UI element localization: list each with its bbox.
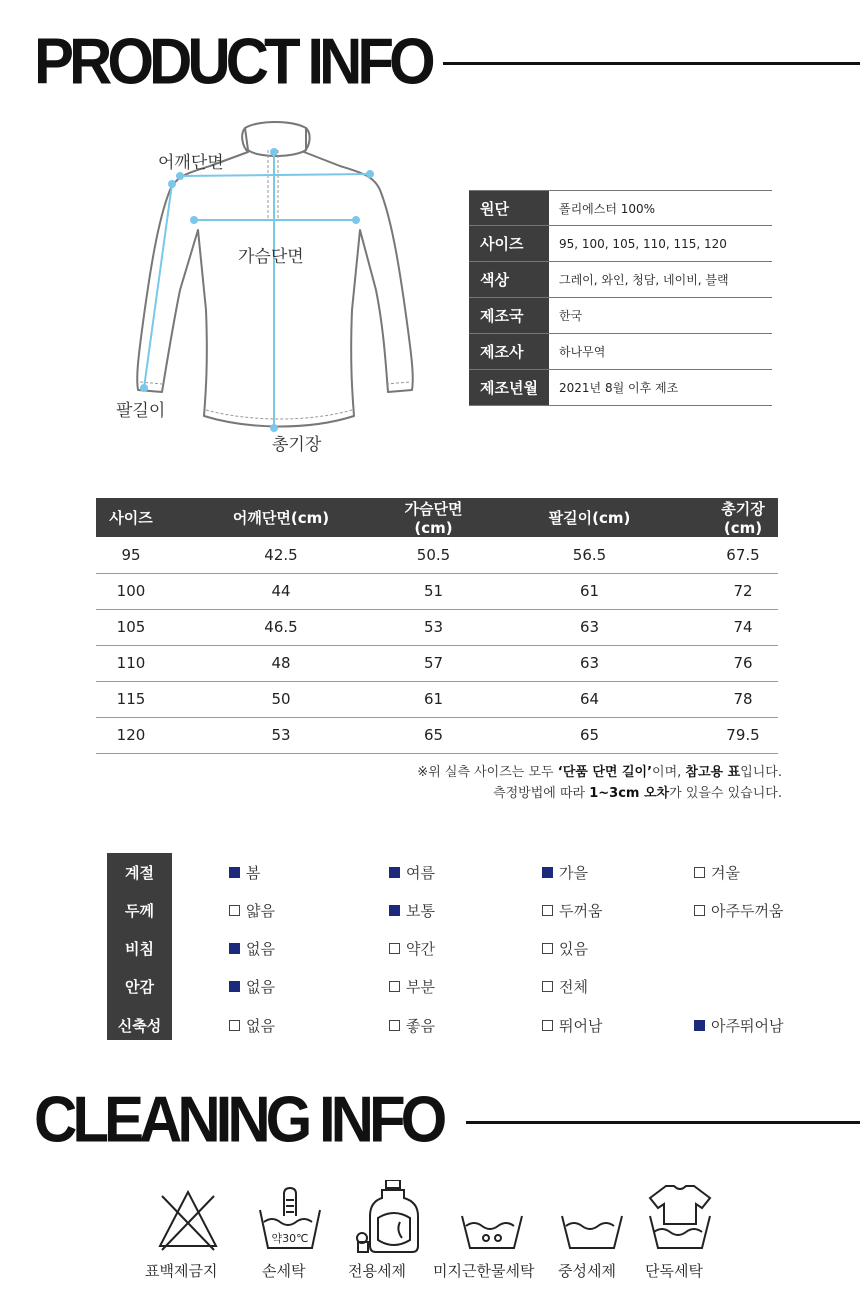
care-label: 중성세제 <box>558 1262 616 1280</box>
unchecked-box-icon <box>542 943 553 954</box>
table-cell: 56.5 <box>471 537 708 573</box>
table-cell: 63 <box>471 609 708 645</box>
table-cell: 95 <box>96 537 166 573</box>
col-header-size: 사이즈 <box>96 498 166 537</box>
attribute-option-label: 없음 <box>246 978 275 997</box>
unchecked-box-icon <box>694 867 705 878</box>
attribute-option <box>229 853 261 891</box>
table-row <box>96 717 778 753</box>
attribute-option-label: 두꺼움 <box>559 901 603 920</box>
detergent-bottle-icon <box>337 1180 447 1254</box>
table-cell: 61 <box>396 681 471 717</box>
table-cell: 65 <box>471 717 708 753</box>
cleaning-info-heading: CLEANING INFO <box>34 1083 443 1156</box>
attribute-option <box>542 853 588 891</box>
attribute-label: 두께 <box>125 901 154 920</box>
attribute-option <box>694 853 740 891</box>
spec-key: 제조사 <box>469 334 549 369</box>
attribute-option <box>389 853 435 891</box>
note-emphasis: 참고용 표 <box>685 765 741 780</box>
attribute-option <box>389 930 435 968</box>
spec-row <box>469 298 772 334</box>
checked-box-icon <box>229 981 240 992</box>
hand-wash-icon <box>235 1180 345 1254</box>
spec-key: 색상 <box>469 262 549 297</box>
checked-box-icon <box>229 943 240 954</box>
col-header-length: 총기장(cm) <box>708 498 778 537</box>
note-emphasis: ‘단품 단면 길이’ <box>557 765 653 780</box>
unchecked-box-icon <box>389 1020 400 1031</box>
table-cell: 78 <box>708 681 778 717</box>
spec-value: 그레이, 와인, 청담, 네이비, 블랙 <box>559 273 729 287</box>
spec-row <box>469 370 772 406</box>
table-cell: 105 <box>96 609 166 645</box>
attribute-row <box>107 891 807 929</box>
attribute-label: 신축성 <box>117 1016 162 1035</box>
note-emphasis: 1~3cm 오차 <box>589 786 670 801</box>
note-text: 이며, <box>652 765 686 780</box>
attribute-option-label: 부분 <box>406 978 435 997</box>
table-cell: 53 <box>166 717 396 753</box>
table-cell: 63 <box>471 645 708 681</box>
attribute-option <box>542 891 602 929</box>
spec-value: 폴리에스터 100% <box>559 201 656 216</box>
attribute-option-label: 얇음 <box>246 901 275 920</box>
spec-row <box>469 226 772 262</box>
spec-key: 사이즈 <box>469 226 549 261</box>
attribute-option-label: 있음 <box>559 940 588 959</box>
spec-key: 원단 <box>469 191 549 225</box>
attribute-option-label: 아주뛰어남 <box>711 1016 784 1035</box>
unchecked-box-icon <box>542 905 553 916</box>
spec-row <box>469 334 772 370</box>
table-cell: 72 <box>708 573 778 609</box>
table-cell: 53 <box>396 609 471 645</box>
checked-box-icon <box>389 905 400 916</box>
unchecked-box-icon <box>389 981 400 992</box>
attribute-option-label: 좋음 <box>406 1016 435 1035</box>
table-cell: 46.5 <box>166 609 396 645</box>
table-row <box>96 609 778 645</box>
note-text: 가 있을수 있습니다. <box>669 786 782 801</box>
table-row <box>96 681 778 717</box>
unchecked-box-icon <box>389 943 400 954</box>
attribute-option <box>389 1006 435 1044</box>
attribute-option-label: 가을 <box>559 863 588 882</box>
attribute-option <box>694 891 783 929</box>
product-info-heading: PRODUCT INFO <box>34 25 431 98</box>
unchecked-box-icon <box>229 905 240 916</box>
table-cell: 57 <box>396 645 471 681</box>
attribute-option-label: 전체 <box>559 978 588 997</box>
attribute-option-label: 뛰어남 <box>559 1016 603 1035</box>
attribute-option <box>229 968 275 1006</box>
attribute-option-label: 아주두꺼움 <box>711 901 784 920</box>
size-note <box>417 762 782 804</box>
checked-box-icon <box>542 867 553 878</box>
attribute-row <box>107 930 807 968</box>
table-cell: 48 <box>166 645 396 681</box>
table-row <box>96 573 778 609</box>
heading-rule <box>443 62 860 65</box>
checked-box-icon <box>694 1020 705 1031</box>
attribute-option-label: 없음 <box>246 940 275 959</box>
attribute-label: 계절 <box>125 863 154 882</box>
label-shoulder: 어깨단면 <box>158 153 224 173</box>
attribute-option <box>229 891 275 929</box>
label-chest: 가슴단면 <box>238 247 304 267</box>
heading-rule <box>466 1121 860 1124</box>
table-cell: 120 <box>96 717 166 753</box>
table-cell: 61 <box>471 573 708 609</box>
attribute-option <box>542 968 588 1006</box>
table-cell: 100 <box>96 573 166 609</box>
checked-box-icon <box>389 867 400 878</box>
table-cell: 50.5 <box>396 537 471 573</box>
note-text: 측정방법에 따라 <box>493 786 590 801</box>
attribute-option <box>389 968 435 1006</box>
attribute-option-label: 봄 <box>246 863 261 882</box>
table-cell: 67.5 <box>708 537 778 573</box>
table-row <box>96 537 778 573</box>
attribute-option <box>542 1006 602 1044</box>
spec-value: 95, 100, 105, 110, 115, 120 <box>559 236 727 251</box>
spec-value: 한국 <box>559 309 583 323</box>
attribute-option-label: 보통 <box>406 901 435 920</box>
table-cell: 42.5 <box>166 537 396 573</box>
attribute-label: 비침 <box>125 940 154 959</box>
spec-table <box>469 190 772 406</box>
table-cell: 51 <box>396 573 471 609</box>
separate-wash-icon <box>625 1180 735 1254</box>
unchecked-box-icon <box>542 981 553 992</box>
note-line-1 <box>417 762 782 783</box>
attribute-option-label: 겨울 <box>711 863 740 882</box>
unchecked-box-icon <box>542 1020 553 1031</box>
care-label: 전용세제 <box>348 1262 406 1280</box>
attribute-option <box>542 930 588 968</box>
attribute-row <box>107 968 807 1006</box>
care-label: 미지근한물세탁 <box>433 1262 535 1280</box>
col-header-shoulder: 어깨단면(cm) <box>166 498 396 537</box>
label-length: 총기장 <box>272 435 322 455</box>
spec-row <box>469 262 772 298</box>
table-cell: 110 <box>96 645 166 681</box>
attribute-label: 안감 <box>125 978 154 997</box>
attribute-option-label: 없음 <box>246 1016 275 1035</box>
spec-key: 제조년월 <box>469 370 549 405</box>
size-table-header <box>96 498 778 537</box>
spec-key: 제조국 <box>469 298 549 333</box>
lukewarm-wash-icon <box>437 1180 547 1254</box>
attribute-option <box>229 1006 275 1044</box>
note-text: ※위 실측 사이즈는 모두 <box>417 765 558 780</box>
unchecked-box-icon <box>229 1020 240 1031</box>
size-table <box>96 498 778 754</box>
no-bleach-icon <box>133 1180 243 1254</box>
attribute-option-label: 약간 <box>406 940 435 959</box>
table-cell: 79.5 <box>708 717 778 753</box>
care-label: 손세탁 <box>262 1262 306 1280</box>
garment-diagram <box>110 110 440 460</box>
table-cell: 76 <box>708 645 778 681</box>
table-cell: 74 <box>708 609 778 645</box>
table-row <box>96 645 778 681</box>
care-label: 표백제금지 <box>145 1262 218 1280</box>
attribute-option <box>389 891 435 929</box>
table-cell: 115 <box>96 681 166 717</box>
table-cell: 44 <box>166 573 396 609</box>
col-header-chest: 가슴단면(cm) <box>396 498 471 537</box>
checked-box-icon <box>229 867 240 878</box>
note-text: 입니다. <box>740 765 782 780</box>
spec-row <box>469 190 772 226</box>
table-cell: 64 <box>471 681 708 717</box>
spec-value: 하나무역 <box>559 345 606 359</box>
attribute-option-label: 여름 <box>406 863 435 882</box>
attribute-option <box>694 1006 783 1044</box>
hand-wash-temp: 약30℃ <box>271 1232 309 1245</box>
label-sleeve: 팔길이 <box>116 401 166 421</box>
note-line-2 <box>417 783 782 804</box>
table-cell: 50 <box>166 681 396 717</box>
care-label: 단독세탁 <box>645 1262 703 1280</box>
attribute-row <box>107 853 807 891</box>
attribute-option <box>229 930 275 968</box>
attribute-row <box>107 1006 807 1044</box>
col-header-sleeve: 팔길이(cm) <box>471 498 708 537</box>
table-cell: 65 <box>396 717 471 753</box>
spec-value: 2021년 8월 이후 제조 <box>559 381 679 395</box>
unchecked-box-icon <box>694 905 705 916</box>
